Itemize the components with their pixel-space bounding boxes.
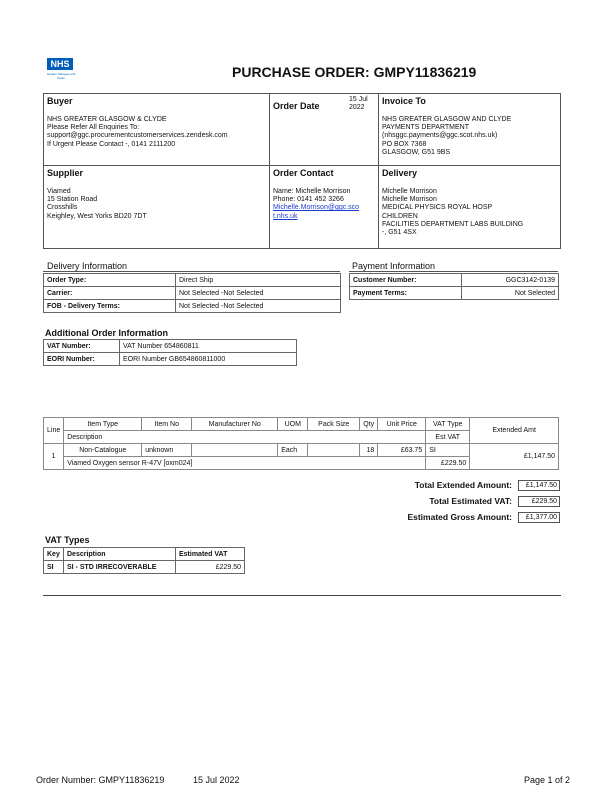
invoice-line: GLASGOW, G51 9BS	[382, 148, 451, 156]
buyer-line: NHS GREATER GLASGOW & CLYDE	[47, 116, 167, 123]
additional-info-value: EORI Number GB654860811000	[120, 353, 297, 366]
cell-unit-price: £63.75	[378, 444, 426, 457]
delivery-info-label: Carrier:	[44, 287, 176, 300]
table-row	[350, 274, 559, 287]
col-header-unit-price: Unit Price	[378, 418, 426, 431]
order-contact-heading: Order Contact	[273, 168, 334, 178]
delivery-line: Michelle Morrison	[382, 196, 437, 204]
cell-manufacturer-no	[192, 444, 278, 457]
cell-qty: 18	[360, 444, 378, 457]
grid-vline-1	[269, 93, 270, 249]
contact-phone: Phone: 0141 452 3266	[273, 196, 344, 204]
cell-vat-type: SI	[426, 444, 470, 457]
invoice-line: (nhsggc.payments@ggc.scot.nhs.uk)	[382, 132, 498, 140]
cell-est-vat: £229.50	[426, 457, 470, 470]
table-row	[44, 274, 341, 287]
table-header-row	[44, 418, 559, 431]
delivery-info-label: FOB - Delivery Terms:	[44, 300, 176, 313]
delivery-line: CHILDREN	[382, 212, 418, 220]
contact-email-link-cont[interactable]: t.nhs.uk	[273, 212, 298, 220]
col-header-line: Line	[44, 418, 64, 444]
delivery-info-value: Direct Ship	[176, 274, 341, 287]
col-header-qty: Qty	[360, 418, 378, 431]
total-row	[370, 509, 560, 525]
col-header-manufacturer-no: Manufacturer No	[192, 418, 278, 431]
delivery-info-table	[43, 273, 341, 313]
delivery-heading: Delivery	[382, 168, 418, 178]
totals-block	[370, 477, 560, 525]
payment-info-value: GGC3142-0139	[462, 274, 559, 287]
vat-col-key: Key	[44, 548, 64, 561]
buyer-address	[47, 116, 269, 149]
nhs-logo-subtext: Greater Glasgow and Clyde	[46, 72, 76, 80]
cell-pack-size	[308, 444, 360, 457]
buyer-email: support@ggc.procurementcustomerservices.zendesk.com	[47, 132, 228, 140]
invoice-to-address	[382, 116, 560, 157]
additional-info-heading: Additional Order Information	[45, 328, 168, 338]
footer-date: 15 Jul 2022	[193, 775, 240, 785]
total-vat-value: £229.50	[518, 496, 560, 507]
vat-types-table	[43, 547, 245, 574]
vat-types-heading: VAT Types	[45, 535, 90, 545]
delivery-info-rule	[43, 271, 340, 272]
invoice-to-heading: Invoice To	[382, 96, 426, 106]
delivery-line: MEDICAL PHYSICS ROYAL HOSP	[382, 204, 493, 212]
payment-info-label: Customer Number:	[350, 274, 462, 287]
gross-amount-value: £1,377.00	[518, 512, 560, 523]
payment-info-rule	[349, 271, 558, 272]
delivery-line: Michelle Morrison	[382, 188, 437, 195]
page-title: PURCHASE ORDER: GMPY11836219	[232, 64, 477, 80]
order-date-day-month: 15 Jul	[349, 96, 368, 103]
delivery-info-label: Order Type:	[44, 274, 176, 287]
col-header-est-vat: Est VAT	[426, 431, 470, 444]
cell-item-no: unknown	[142, 444, 192, 457]
table-row	[44, 300, 341, 313]
total-vat-label: Total Estimated VAT:	[429, 496, 512, 506]
invoice-line: PAYMENTS DEPARTMENT	[382, 124, 469, 132]
payment-info-label: Payment Terms:	[350, 287, 462, 300]
order-date-value	[349, 96, 368, 112]
footer-page-number: Page 1 of 2	[524, 775, 571, 785]
vat-col-description: Description	[64, 548, 176, 561]
vat-cell-key: SI	[44, 561, 64, 574]
col-header-uom: UOM	[278, 418, 308, 431]
delivery-line: -, G51 4SX	[382, 229, 417, 237]
total-extended-value: £1,147.50	[518, 480, 560, 491]
cell-line: 1	[44, 444, 64, 470]
additional-info-table	[43, 339, 297, 366]
table-row	[44, 353, 297, 366]
order-date-label: Order Date	[273, 101, 320, 111]
invoice-line: NHS GREATER GLASGOW AND CLYDE	[382, 116, 512, 123]
total-extended-label: Total Extended Amount:	[414, 480, 512, 490]
cell-item-type: Non-Catalogue	[64, 444, 142, 457]
delivery-line: FACILITIES DEPARTMENT LABS BUILDING	[382, 220, 524, 228]
buyer-line: If Urgent Please Contact -, 0141 2111200	[47, 140, 176, 148]
col-header-vat-type: VAT Type	[426, 418, 470, 431]
table-row	[44, 287, 341, 300]
nhs-logo: NHS	[47, 58, 73, 70]
order-date-year: 2022	[349, 104, 365, 112]
supplier-line: Viamed	[47, 188, 71, 195]
delivery-info-value: Not Selected -Not Selected	[176, 287, 341, 300]
cell-description: Viamed Oxygen sensor R-47V [oxm024]	[64, 457, 426, 470]
buyer-line: Please Refer All Enquiries To:	[47, 124, 140, 132]
delivery-address	[382, 188, 560, 237]
payment-info-value: Not Selected	[462, 287, 559, 300]
table-row	[44, 444, 559, 457]
total-row	[370, 493, 560, 509]
total-row	[370, 477, 560, 493]
order-contact-details	[273, 188, 377, 221]
delivery-info-value: Not Selected -Not Selected	[176, 300, 341, 313]
col-header-item-no: Item No	[142, 418, 192, 431]
grid-hline	[43, 165, 561, 166]
supplier-heading: Supplier	[47, 168, 84, 178]
payment-info-table	[349, 273, 559, 300]
additional-info-value: VAT Number 654860811	[120, 340, 297, 353]
col-header-item-type: Item Type	[64, 418, 142, 431]
supplier-line: Crosshills	[47, 204, 78, 212]
table-row	[350, 287, 559, 300]
delivery-info-heading: Delivery Information	[47, 261, 128, 271]
line-items-table	[43, 417, 559, 470]
additional-info-label: EORI Number:	[44, 353, 120, 366]
vat-cell-estimated: £229.50	[176, 561, 245, 574]
invoice-line: PO BOX 7368	[382, 140, 427, 148]
col-header-description: Description	[64, 431, 426, 444]
col-header-pack-size: Pack Size	[308, 418, 360, 431]
payment-info-heading: Payment Information	[352, 261, 436, 271]
footer-order-number: Order Number: GMPY11836219	[36, 775, 165, 785]
cell-uom: Each	[278, 444, 308, 457]
table-row	[44, 340, 297, 353]
buyer-heading: Buyer	[47, 96, 73, 106]
section-divider	[43, 595, 561, 596]
grid-vline-2	[378, 93, 379, 249]
supplier-line: Keighley, West Yorks BD20 7DT	[47, 212, 147, 220]
vat-cell-description: SI - STD IRRECOVERABLE	[64, 561, 176, 574]
supplier-line: 15 Station Road	[47, 196, 98, 204]
contact-name: Name: Michelle Morrison	[273, 188, 351, 195]
supplier-address	[47, 188, 267, 221]
vat-col-estimated: Estimated VAT	[176, 548, 245, 561]
contact-email-link[interactable]: Michelle.Morrison@ggc.sco	[273, 204, 360, 212]
table-row	[44, 561, 245, 574]
gross-amount-label: Estimated Gross Amount:	[407, 512, 512, 522]
table-header-row	[44, 548, 245, 561]
col-header-extended-amt: Extended Amt	[470, 418, 559, 444]
cell-extended-amt: £1,147.50	[470, 444, 559, 470]
additional-info-label: VAT Number:	[44, 340, 120, 353]
